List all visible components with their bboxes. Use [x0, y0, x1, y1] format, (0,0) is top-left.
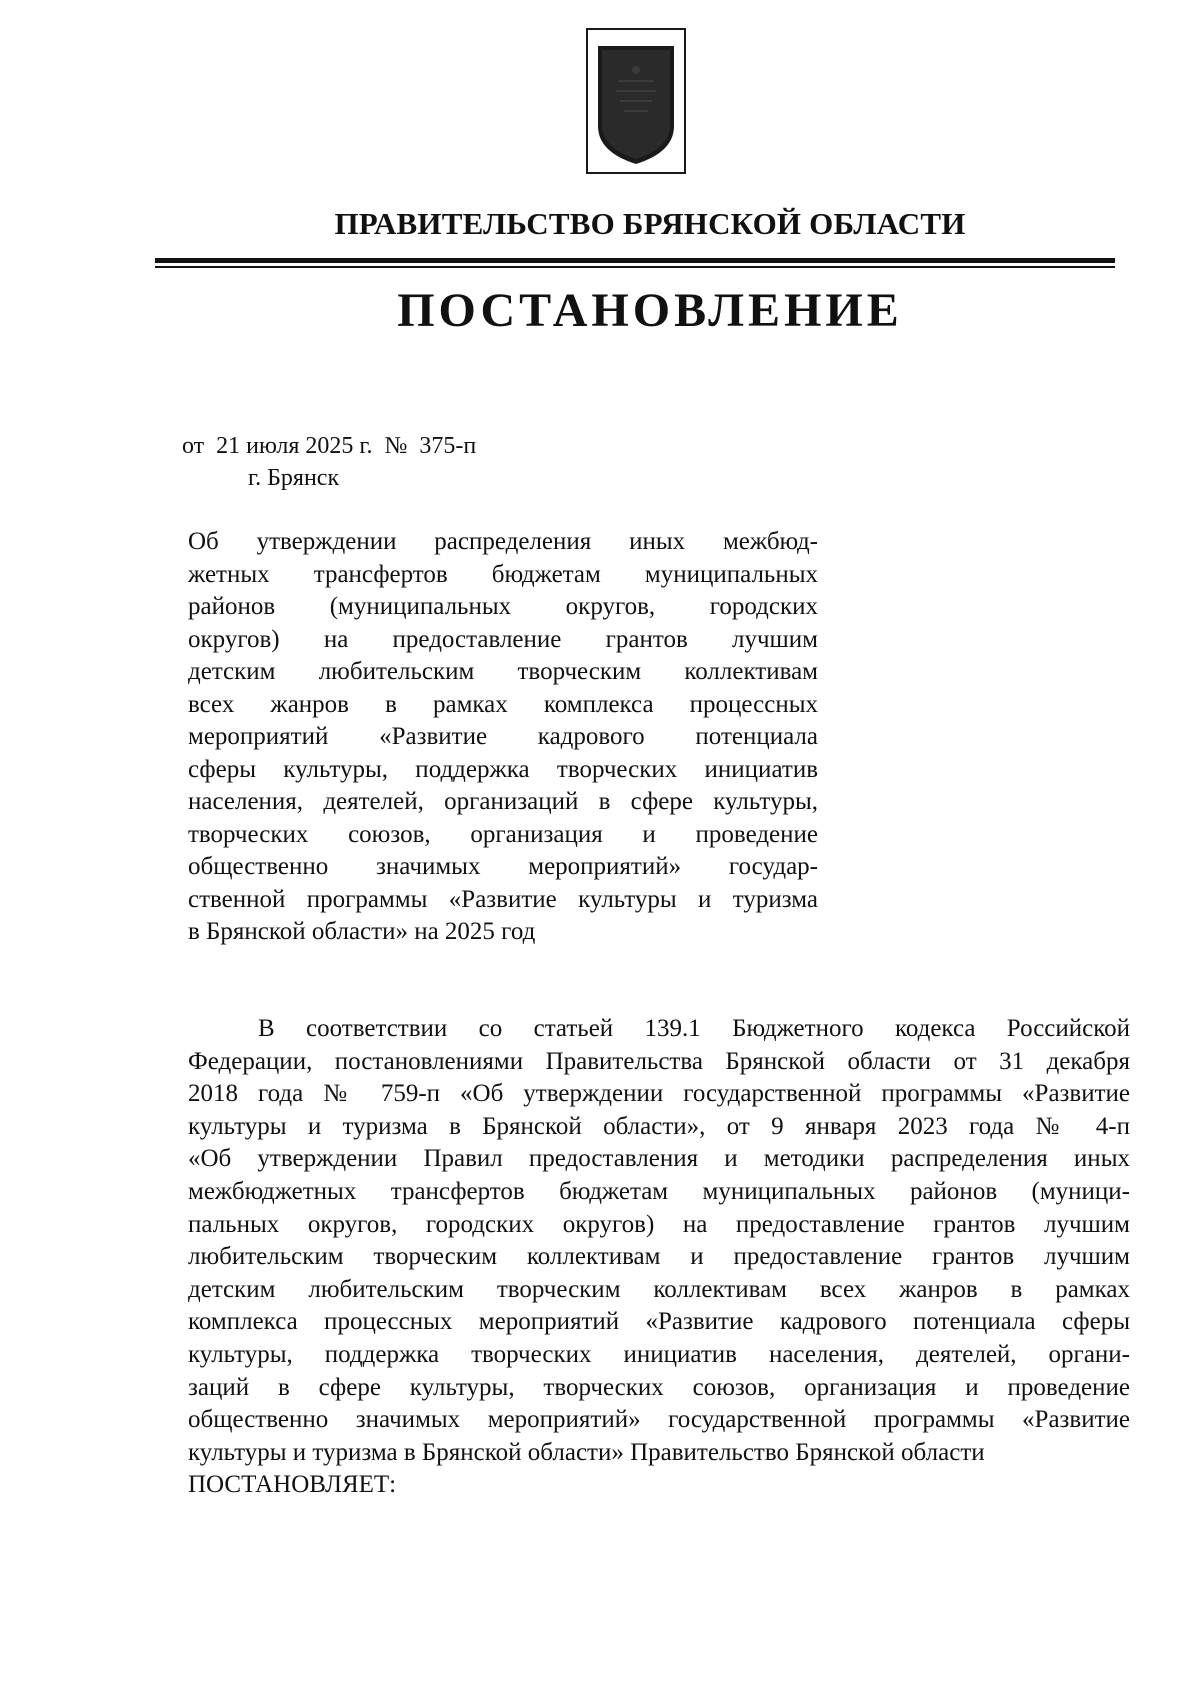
- date-prefix: от: [182, 433, 205, 459]
- subject-line: мероприятий «Развитие кадрового потенциала: [188, 723, 818, 750]
- body-line: культуры и туризма в Брянской области» Правительство Брянской области: [188, 1438, 985, 1466]
- subject-line: жетных трансфертов бюджетам муниципальных: [188, 560, 818, 588]
- document-date: 21 июля 2025 г.: [216, 433, 373, 459]
- document-city: г. Брянск: [248, 465, 340, 491]
- document-body: [188, 1013, 1130, 1502]
- body-line: «Об утверждении Правил предоставления и методики распределения иных: [188, 1145, 1130, 1173]
- body-line: пальных округов, городских округов) на предоставление грантов лучшим: [188, 1210, 1130, 1238]
- subject-line: в Брянской области» на 2025 год: [188, 918, 536, 945]
- subject-line: сферы культуры, поддержка творческих инициатив: [188, 755, 818, 783]
- body-line: межбюджетных трансфертов бюджетам муниципальных районов (муници-: [188, 1177, 1130, 1205]
- coat-of-arms-icon: [586, 28, 686, 174]
- header-rule-thick: [155, 258, 1115, 263]
- subject-line: районов (муниципальных округов, городских: [188, 593, 818, 620]
- document-type-title: ПОСТАНОВЛЕНИЕ: [397, 284, 903, 337]
- date-number-line: [182, 433, 482, 460]
- subject-line: общественно значимых мероприятий» государ-: [188, 853, 818, 880]
- body-line: любительским творческим коллективам и предоставление грантов лучшим: [188, 1243, 1130, 1271]
- body-line: заций в сфере культуры, творческих союзов, организация и проведение: [188, 1373, 1130, 1401]
- document-subject: [188, 526, 818, 949]
- subject-line: Об утверждении распределения иных межбюд-: [188, 528, 818, 555]
- subject-line: ственной программы «Развитие культуры и туризма: [188, 885, 818, 913]
- body-line: Федерации, постановлениями Правительства Брянской области от 31 декабря: [188, 1047, 1130, 1075]
- subject-line: округов) на предоставление грантов лучшим: [188, 625, 818, 653]
- organization-title: ПРАВИТЕЛЬСТВО БРЯНСКОЙ ОБЛАСТИ: [334, 206, 966, 241]
- subject-line: населения, деятелей, организаций в сфере культуры,: [188, 788, 818, 815]
- body-line: культуры, поддержка творческих инициатив населения, деятелей, органи-: [188, 1340, 1130, 1368]
- document-number: 375-п: [419, 433, 477, 459]
- subject-line: всех жанров в рамках комплекса процессных: [188, 690, 818, 718]
- body-line: культуры и туризма в Брянской области», от 9 января 2023 года № 4-п: [188, 1112, 1130, 1140]
- body-line: детским любительским творческим коллективам всех жанров в рамках: [188, 1275, 1130, 1303]
- subject-line: творческих союзов, организация и проведение: [188, 820, 818, 848]
- body-line: комплекса процессных мероприятий «Развитие кадрового потенциала сферы: [188, 1308, 1130, 1336]
- body-line: В соответствии со статьей 139.1 Бюджетного кодекса Российской: [258, 1015, 1130, 1042]
- body-line: общественно значимых мероприятий» государственной программы «Развитие: [188, 1406, 1130, 1434]
- body-line: ПОСТАНОВЛЯЕТ:: [188, 1471, 397, 1499]
- subject-line: детским любительским творческим коллективам: [188, 658, 818, 685]
- header-rule-thin: [155, 266, 1115, 268]
- number-sign: №: [384, 433, 408, 459]
- body-line: 2018 года № 759-п «Об утверждении государственной программы «Развитие: [188, 1080, 1130, 1108]
